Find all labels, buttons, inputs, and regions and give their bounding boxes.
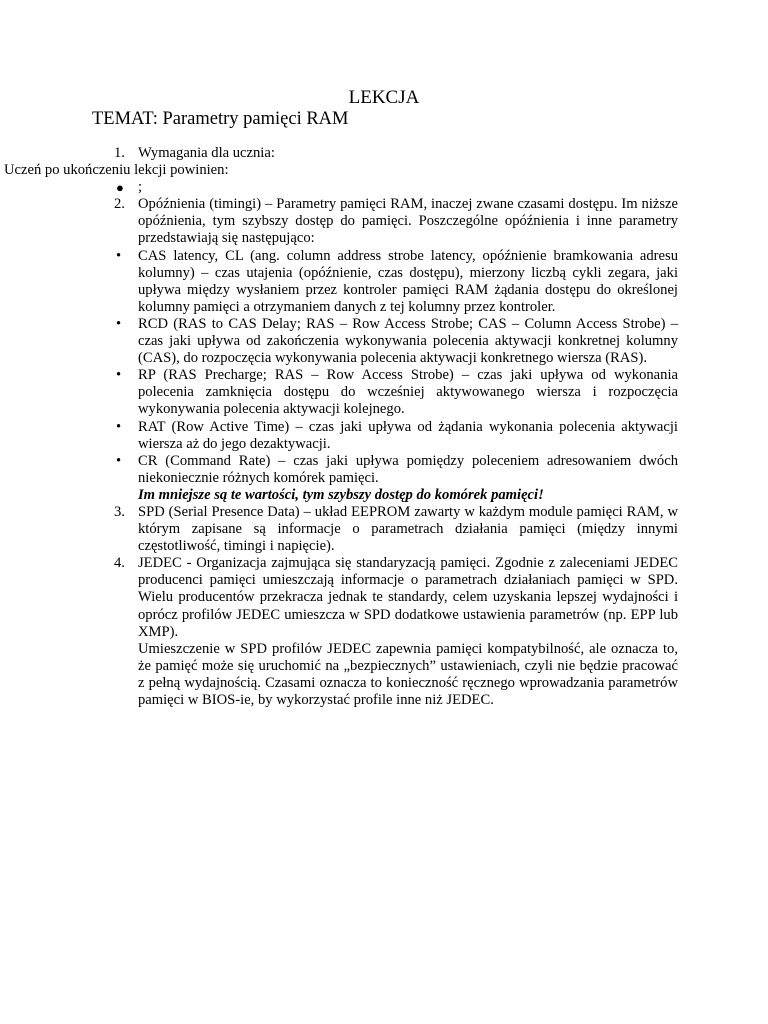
- list-item-text: CAS latency, CL (ang. column address strobe latency, opóźnienie bramkowania adresu kolumny) – czas utajenia (opóźnienie, czas dostępu), mierzony liczbą cykli zegara, jaki upływa między wysłaniem przez kontroler pamięci RAM żądania dostępu do określonej kolumny pamięci a otrzymaniem danych z tej kolumny przez kontroler.: [138, 247, 678, 315]
- list-item-text: SPD (Serial Presence Data) – układ EEPROM zawarty w każdym module pamięci RAM, w którym zapisane są informacje o parametrach działania pamięci (między innymi częstotliwość, timingi i napięcie).: [138, 503, 678, 555]
- lesson-content: [0, 145, 768, 709]
- list-item-text: JEDEC - Organizacja zajmująca się standaryzacją pamięci. Zgodnie z zaleceniami JEDEC producenci pamięci umieszczają informacje o parametrach działaniach pamięci w SPD. Wielu producentów przekracza jednak te standardy, celem uzyskania lepszej wydajności i oprócz profilów JEDEC umieszcza w SPD dodatkowe ustawienia parametrów (np. EPP lub XMP).: [138, 555, 678, 640]
- bullet-icon: •: [116, 452, 122, 469]
- list-item-jedec: [0, 555, 678, 640]
- list-item-text: Uczeń po ukończeniu lekcji powinien:: [4, 162, 229, 179]
- sub-item-rat: [0, 419, 678, 453]
- sub-item-rp: [0, 367, 678, 418]
- list-item-latencies: [0, 196, 678, 247]
- list-item-text: RAT (Row Active Time) – czas jaki upływa od żądania wykonania polecenia aktywacji wiersza aż do jego dezaktywacji.: [138, 418, 678, 452]
- list-item-text: Wymagania dla ucznia:: [138, 145, 275, 161]
- bullet-icon: •: [116, 367, 122, 384]
- page-title: LEKCJA: [348, 87, 420, 108]
- list-item-requirements: [0, 145, 678, 162]
- list-item-text: RP (RAS Precharge; RAS – Row Access Strobe) – czas jaki upływa od wykonania polecenia zamknięcia dostępu do wcześniej aktywowanego wiersza i rozpoczęcia wykonywania polecenia aktywacji kolejnego.: [138, 367, 678, 418]
- list-number: 2.: [114, 196, 125, 213]
- bullet-icon: •: [116, 418, 122, 435]
- jedec-paragraph-2: [0, 641, 678, 709]
- list-item-text: RCD (RAS to CAS Delay; RAS – Row Access Strobe; CAS – Column Access Strobe) – czas jaki upływa od zakończenia wykonywania polecenia aktywacji konkretnej kolumny (CAS), do rozpoczęcia wykonywania polecenia aktywacji konkretnego wiersza (RAS).: [138, 315, 678, 367]
- bullet-icon: •: [116, 315, 122, 332]
- bullet-dot-icon: ●: [116, 180, 124, 196]
- list-number: 4.: [114, 555, 125, 572]
- list-item-text: Umieszczenie w SPD profilów JEDEC zapewnia pamięci kompatybilność, ale oznacza to, że pamięć może się uruchomić na „bezpiecznych” ustawieniach, czyli nie będzie pracować z pełną wydajnością. Czasami oznacza to konieczność ręcznego wprowadzania parametrów pamięci w BIOS-ie, by wykorzystać profile inne niż JEDEC.: [138, 640, 678, 708]
- bullet-icon: •: [116, 247, 122, 264]
- list-item-text: CR (Command Rate) – czas jaki upływa pomiędzy poleceniem adresowaniem dwóch niekoniecznie różnych komórek pamięci.: [138, 452, 678, 486]
- list-item-empty-bullet: [0, 179, 678, 196]
- emphasis-text: Im mniejsze są te wartości, tym szybszy dostęp do komórek pamięci!: [138, 486, 544, 503]
- list-number: 1.: [114, 145, 125, 161]
- requirements-subtext: [0, 162, 544, 179]
- lesson-subject: TEMAT: Parametry pamięci RAM: [92, 109, 349, 129]
- list-item-spd: [0, 504, 678, 555]
- list-item-text: Opóźnienia (timingi) – Parametry pamięci RAM, inaczej zwane czasami dostępu. Im niższe opóźnienia, tym szybszy dostęp do pamięci. Poszczególne opóźnienia i inne parametry przedstawiają się następująco:: [138, 196, 678, 247]
- sub-item-cr: [0, 453, 678, 487]
- list-item-text: ;: [138, 179, 143, 196]
- emphasis-note: [0, 487, 678, 504]
- sub-item-cas: [0, 248, 678, 316]
- sub-item-rcd: [0, 316, 678, 367]
- list-number: 3.: [114, 503, 125, 520]
